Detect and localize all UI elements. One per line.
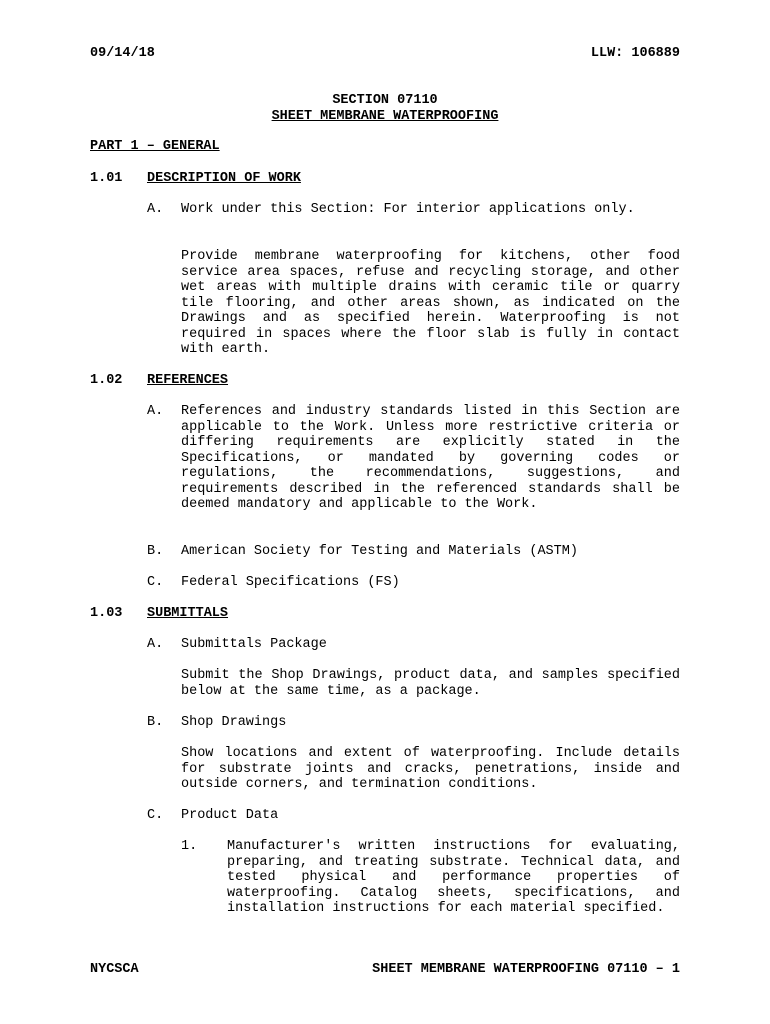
article-heading-102: REFERENCES [147,373,229,388]
item-text-103c: Product Data [181,808,279,823]
item-label-102a: A. [147,404,164,419]
section-title [90,109,680,125]
subitem-label-103c1: 1. [181,839,198,854]
paragraph-103a: Submit the Shop Drawings, product data, and samples specified below at the same time, as a package. [181,668,680,699]
item-label-103b: B. [147,715,164,730]
header-doc-id: LLW: 106889 [590,46,680,61]
article-number-102: 1.02 [90,373,123,388]
footer-page-label: SHEET MEMBRANE WATERPROOFING 07110 – 1 [372,962,680,977]
item-label-102b: B. [147,544,164,559]
article-heading-101: DESCRIPTION OF WORK [147,171,301,186]
section-number: SECTION 07110 [332,93,438,108]
footer-org: NYCSCA [90,962,139,977]
item-text-102b: American Society for Testing and Materials (ASTM) [181,544,578,559]
item-text-103a: Submittals Package [181,637,327,652]
item-text-103b: Shop Drawings [181,715,287,730]
item-label-101a: A. [147,202,164,217]
item-text-101a: Work under this Section: For interior applications only. [181,202,635,217]
item-label-103a: A. [147,637,164,652]
article-heading-103: SUBMITTALS [147,606,229,621]
item-label-103c: C. [147,808,164,823]
paragraph-103b: Show locations and extent of waterproofing. Include details for substrate joints and cracks, penetrations, inside and outside corners, and termination conditions. [181,746,680,792]
item-text-102a: References and industry standards listed in this Section are applicable to the Work. Unless more restrictive criteria or differing requirements are explicitly stated in the Specifications, or mandated by governing codes or regulations, the recommendations, suggestions, and requirements described in the referenced standards shall be deemed mandatory and applicable to the Work. [181,404,680,512]
part-heading: PART 1 – GENERAL [90,139,220,154]
subitem-text-103c1: Manufacturer's written instructions for evaluating, preparing, and treating substrate. Technical data, and tested physical and performance properties of waterproofing. Catalog sheets, specifications, and installation instructions for each material specified. [227,839,680,916]
header-date: 09/14/18 [90,46,155,61]
article-number-103: 1.03 [90,606,123,621]
item-text-102c: Federal Specifications (FS) [181,575,400,590]
item-label-102c: C. [147,575,164,590]
paragraph-101a: Provide membrane waterproofing for kitchens, other food service area spaces, refuse and recycling storage, and other wet areas with multiple drains with ceramic tile or quarry tile flooring, and other areas shown, as indicated on the Drawings and as specified herein. Waterproofing is not required in spaces where the floor slab is fully in contact with earth. [181,249,680,357]
article-number-101: 1.01 [90,171,123,186]
section-title-text: SHEET MEMBRANE WATERPROOFING [271,109,499,124]
